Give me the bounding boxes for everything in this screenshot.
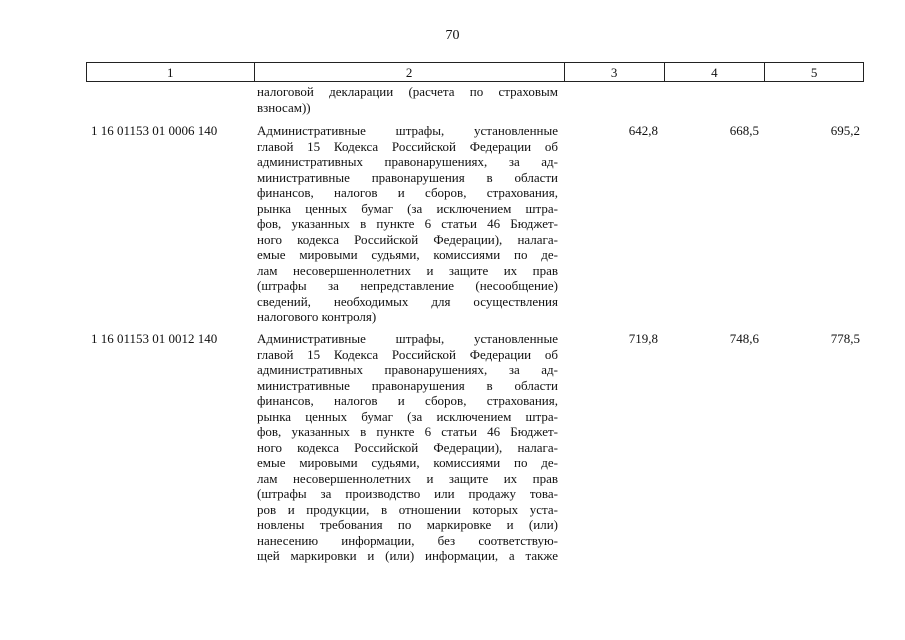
header-col-3: 3 (565, 63, 665, 81)
text-line: щей маркировки и (или) информации, а также (257, 548, 558, 563)
continuation-text (257, 84, 558, 115)
text-line: рынка ценных бумаг (за исключением штра- (257, 200, 558, 216)
text-line: ров и продукции, в отношении которых уста- (257, 501, 558, 517)
text-line: ного кодекса Российской Федерации), налага- (257, 231, 558, 247)
text-line: емые мировыми судьями, комиссиями по де- (257, 455, 558, 470)
text-line: взносам)) (257, 99, 311, 115)
header-col-2: 2 (255, 63, 565, 81)
text-line: рынка ценных бумаг (за исключением штра- (257, 408, 558, 424)
text-line: административных правонарушениях, за ад- (257, 362, 558, 377)
text-line: главой 15 Кодекса Российской Федерации об (257, 346, 558, 362)
table-header (86, 62, 864, 82)
text-line: сведений, необходимых для осуществления (257, 293, 558, 309)
text-line: ного кодекса Российской Федерации), налага- (257, 439, 558, 455)
header-col-5: 5 (810, 65, 818, 80)
table-cell-col4: 668,5 (729, 123, 759, 138)
table-row-description (257, 123, 558, 325)
text-line: налогового контроля) (257, 309, 377, 324)
table-cell-col3: 719,8 (628, 331, 658, 346)
text-line: емые мировыми судьями, комиссиями по де- (257, 247, 558, 262)
page-number: 70 (445, 28, 460, 43)
table-cell-col3: 642,8 (628, 123, 658, 138)
table-row-description (257, 331, 558, 564)
table-row-code: 1 16 01153 01 0006 140 (91, 123, 218, 138)
text-line: министративные правонарушения в области (257, 169, 558, 185)
header-col-1: 1 (87, 63, 255, 81)
text-line: лам несовершеннолетних и защите их прав (257, 262, 558, 278)
text-line: министративные правонарушения в области (257, 377, 558, 393)
text-line: новлены требования по маркировке и (или) (257, 517, 558, 532)
text-line: финансов, налогов и сборов, страхования, (257, 185, 558, 200)
table-row-code: 1 16 01153 01 0012 140 (91, 331, 218, 346)
text-line: (штрафы за производство или продажу това- (257, 486, 558, 501)
text-line: фов, указанных в пункте 6 статьи 46 Бюджет- (257, 216, 558, 231)
text-line: главой 15 Кодекса Российской Федерации об (257, 138, 558, 154)
text-line: административных правонарушениях, за ад- (257, 154, 558, 169)
table-cell-col5: 695,2 (830, 123, 860, 138)
text-line: налоговой декларации (расчета по страховым (257, 84, 558, 99)
table-cell-col5: 778,5 (830, 331, 860, 346)
text-line: (штрафы за непредставление (несообщение) (257, 278, 558, 293)
table-cell-col4: 748,6 (729, 331, 759, 346)
text-line: нанесению информации, без соответствую- (257, 532, 558, 548)
text-line: лам несовершеннолетних и защите их прав (257, 470, 558, 486)
header-col-4: 4 (665, 63, 766, 81)
text-line: финансов, налогов и сборов, страхования, (257, 393, 558, 408)
text-line: фов, указанных в пункте 6 статьи 46 Бюджет- (257, 424, 558, 439)
text-line: Административные штрафы, установленные (257, 331, 558, 346)
text-line: Административные штрафы, установленные (257, 123, 558, 138)
